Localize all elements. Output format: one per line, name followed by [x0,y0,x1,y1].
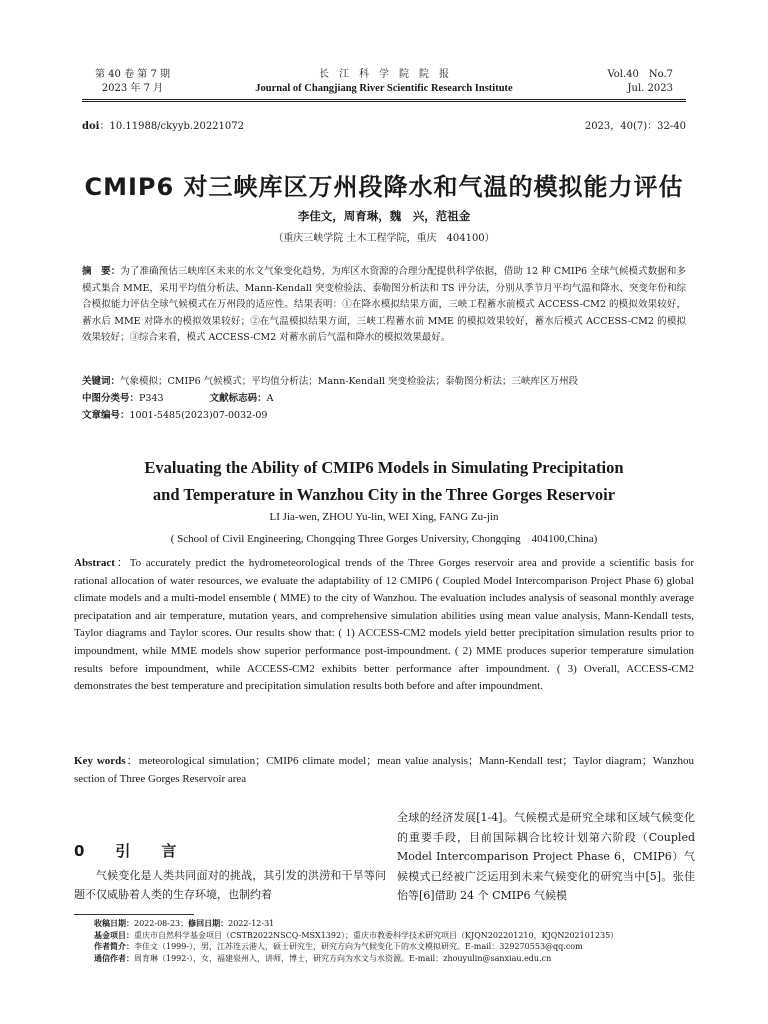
doc-code-value: A [266,393,274,404]
fund-text: 重庆市自然科学基金项目（CSTB2022NSCQ-MSX1392）；重庆市教委科学技术研究项目（KJQN202201210，KJQN202101235） [134,930,619,940]
doc-code-label: 文献标志码： [209,393,267,404]
footnotes [94,918,714,964]
fund-label: 基金项目： [94,930,134,940]
keywords-en-label: Key words [74,755,126,767]
volume-issue-cn: 第 40 卷 第 7 期 [95,69,170,80]
date-en: Jul. 2023 [627,83,673,94]
abstract-cn-text: 为了准确预估三峡库区未来的水文气象变化趋势，为库区水资源的合理分配提供科学依据，借助 12 种 CMIP6 全球气候模式数据和多模式集合 MME，采用平均值分析法、Mann-Kendall 突变检验法、泰勒图分析法和 TS 评分法，分别从季节月平均气温和降水、突变年份和综合模拟能力评估全球气候模式在万州段的适应性。结果表明：①在降水模拟结果方面，三峡工程蓄水前模式 ACCESS-CM2 的模拟效果较好，蓄水后 MME 对降水的模拟效果较好；②在气温模拟结果方面，三峡工程蓄水前 MME 的模拟效果较好，蓄水后模式 ACCESS-CM2 的模拟效果较好；③综合来看，模式 ACCESS-CM2 对蓄水前后气温和降水的模拟效果最好。 [82,266,686,343]
journal-issue-en [607,68,673,96]
journal-name-cn: 长 江 科 学 院 院 报 [319,69,449,80]
abstract-en [74,555,694,696]
keywords-en [74,753,694,788]
authors-cn: 李佳文，周育琳，魏 兴，范祖金 [297,209,471,223]
citation: 2023，40(7)：32-40 [584,121,686,132]
corresponding-text: 周育琳（1992-），女，福建泉州人，讲师，博士，研究方向为水文与水资源。E-mail：zhouyulin@sanxiau.edu.cn [134,953,552,963]
footnote-corresponding [94,953,714,965]
authors-en: LI Jia-wen, ZHOU Yu-lin, WEI Xing, FANG Zu-jin [269,511,499,523]
author-bio-label: 作者简介： [94,942,134,951]
doi-value: ：10.11988/ckyyb.20221072 [99,121,244,132]
keywords-en-text: ：meteorological simulation；CMIP6 climate model；mean value analysis；Mann-Kendall test；Taylor diagram；Wanzhou section of Three Gorges Reservoir area [74,755,694,785]
classification [82,390,274,404]
header-rule-thin [82,101,686,102]
volume-issue-en: Vol.40 No.7 [607,69,673,80]
paper-title-cn: CMIP6 对三峡库区万州段降水和气温的模拟能力评估 [84,173,684,201]
keywords-cn [82,373,686,387]
author-bio-text: 李佳文（1999-），男，江苏连云港人，硕士研究生，研究方向为气候变化下的水文模拟研究。E-mail：329270553@qq.com [134,942,583,951]
article-number [82,407,267,421]
footnote-dates [94,918,714,930]
journal-name-en: Journal of Changjiang River Scientific Research Institute [255,83,513,94]
abstract-en-text: ：To accurately predict the hydrometeorological trends of the Three Gorges reservoir area and provide a scientific basis for rational allocation of water resources, we evaluate the adaptability of 12 CMIP6 ( Coupled Model Intercomparison Project Phase 6) global climate models and a multi-model ensemble ( MME) to the city of Wanzhou. The evaluation includes analysis of seasonal monthly average precipatation and air temperature, mutation years, and comprehensive simulation abilities using mean value analysis, Mann-Kendall tests, Taylor diagrams and Taylor scores. Our results show that: ( 1) ACCESS-CM2 models yield better precipitation simulation results prior to impoundment, while MME models show superior performance post-impoundment. ( 2) MME produces superior temperature simulation results before impoundment, while ACCESS-CM2 exhibits better performance after impoundment. ( 3) Overall, ACCESS-CM2 demonstrates the best temperature and precipitation simulation results both before and after impoundment. [74,557,694,693]
received-date: 2022-08-23； [134,919,189,928]
date-cn: 2023 年 7 月 [101,83,164,94]
footnote-fund [94,930,714,942]
footnote-rule [74,914,194,915]
doi-label: doi [82,121,100,132]
title-en-line2: and Temperature in Wanzhou City in the Three Gorges Reservoir [152,485,616,504]
keywords-cn-label: 关键词： [82,376,121,387]
section-heading: 0 引 言 [74,842,185,860]
corresponding-label: 通信作者： [94,953,134,963]
title-en-line1: Evaluating the Ability of CMIP6 Models in Simulating Precipitation [144,458,624,477]
abstract-cn-label: 摘 要： [82,266,121,277]
revised-label: 修回日期： [188,919,229,928]
received-label: 收稿日期： [94,919,134,928]
article-no-value: 1001-5485(2023)07-0032-09 [129,410,268,421]
article-no-label: 文章编号： [82,410,130,421]
intro-right-column: 全球的经济发展[1-4]。气候模式是研究全球和区域气候变化的重要手段，目前国际耦合比较计划第六阶段（Coupled Model Intercomparison Project Phase 6，CMIP6）气候模式已经被广泛运用到未来气候变化的研究当中[5]。张佳怡等[6]借助 24 个 CMIP6 气候模 [397,811,695,902]
clc-value: P343 [139,393,164,404]
keywords-cn-text: 气象模拟；CMIP6 气候模式；平均值分析法；Mann-Kendall 突变检验法；泰勒图分析法；三峡库区万州段 [120,376,578,387]
doi [82,117,244,132]
affiliation-en: ( School of Civil Engineering, Chongqing Three Gorges University, Chongqing 404100,China) [170,533,598,545]
revised-date: 2022-12-31 [228,919,275,928]
paper-title-en [0,454,768,508]
clc-label: 中图分类号： [82,393,140,404]
intro-left-column: 气候变化是人类共同面对的挑战，其引发的洪涝和干旱等问题不仅威胁着人类的生存环境，也制约着 [74,869,386,901]
abstract-en-label: Abstract [74,557,115,569]
footnote-author [94,941,714,953]
affiliation-cn: （重庆三峡学院 土木工程学院，重庆 404100） [273,233,495,244]
abstract-cn [82,264,686,347]
header-rule [82,99,686,100]
